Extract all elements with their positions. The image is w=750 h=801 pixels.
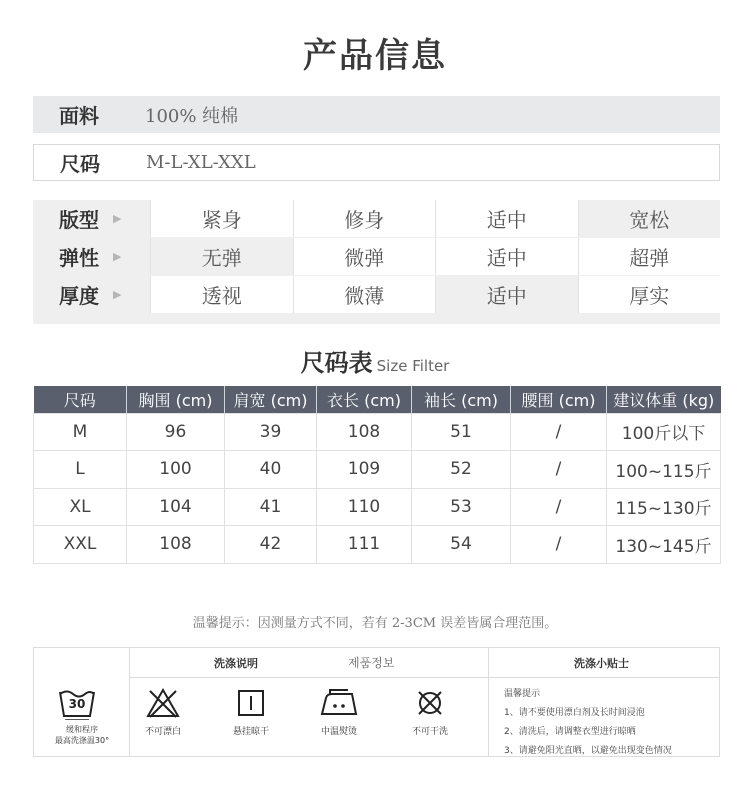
care-label: 不可漂白 [144, 727, 181, 737]
table-cell: 96 [127, 413, 225, 451]
table-cell: 100~115斤 [607, 451, 721, 489]
wash-30-icon [57, 686, 97, 724]
table-cell: / [511, 488, 607, 526]
table-cell: 110 [317, 488, 412, 526]
table-cell: 52 [412, 451, 511, 489]
table-cell: 111 [317, 526, 412, 564]
wash-instructions-header: 洗涤说明 [214, 656, 258, 670]
table-cell: 42 [225, 526, 317, 564]
wash-caption: 缓和程序 最高洗涤温30° [54, 725, 110, 745]
attribute-grid [33, 200, 720, 324]
table-cell: / [511, 413, 607, 451]
list-item: 3、请避免阳光直晒，以避免出现变色情况 [504, 746, 672, 756]
table-row [34, 451, 721, 489]
wash-temperature: 30 [68, 697, 86, 711]
hang-dry-icon [236, 688, 266, 718]
attribute-option: 紧身 [150, 200, 293, 237]
column-header: 肩宽 (cm) [225, 386, 317, 413]
list-item: 1、请不要使用漂白剂及长时间浸泡 [504, 708, 645, 718]
column-header: 胸围 (cm) [127, 386, 225, 413]
attribute-option: 微弹 [293, 238, 436, 275]
table-cell: 108 [317, 413, 412, 451]
attribute-option: 适中 [435, 200, 578, 237]
table-cell: 53 [412, 488, 511, 526]
care-item-medium-iron [309, 688, 369, 737]
attribute-option: 超弹 [578, 238, 721, 275]
table-cell: 100 [127, 451, 225, 489]
fabric-value: 100% 纯棉 [145, 105, 239, 127]
attribute-option: 适中 [435, 276, 578, 313]
column-header: 腰围 (cm) [511, 386, 607, 413]
wash-tips-title: 温馨提示 [504, 689, 541, 699]
fabric-label: 面料 [59, 104, 99, 128]
table-row [34, 526, 721, 564]
column-header: 尺码 [34, 386, 127, 413]
care-item-hang-dry [221, 688, 281, 737]
product-info-header: 제품정보 [348, 656, 395, 670]
attribute-label: 弹性 ▶ [33, 238, 150, 275]
size-range-row [33, 144, 720, 181]
size-range-value: M-L-XL-XXL [146, 152, 256, 173]
attribute-row-thickness [33, 276, 720, 313]
table-cell: / [511, 526, 607, 564]
attribute-option: 透视 [150, 276, 293, 313]
care-item-no-bleach [133, 688, 193, 737]
measurement-notice: 温馨提示：因测量方式不同，若有 2-3CM 误差皆属合理范围。 [192, 616, 558, 631]
fabric-row [33, 96, 720, 133]
table-cell: 100斤以下 [607, 413, 721, 451]
care-instructions-panel [33, 647, 720, 757]
attribute-option: 厚实 [578, 276, 721, 313]
attribute-option: 修身 [293, 200, 436, 237]
size-range-label: 尺码 [60, 152, 100, 176]
attribute-option: 宽松 [578, 200, 721, 237]
size-chart-table [33, 386, 721, 564]
medium-iron-icon [318, 688, 360, 718]
table-cell: 109 [317, 451, 412, 489]
column-header: 袖长 (cm) [412, 386, 511, 413]
column-header: 衣长 (cm) [317, 386, 412, 413]
attribute-row-elasticity [33, 238, 720, 275]
size-chart-header-row [34, 386, 721, 413]
attribute-label: 版型 ▶ [33, 200, 150, 237]
triangle-right-icon: ▶ [113, 288, 122, 301]
table-cell: 104 [127, 488, 225, 526]
column-header: 建议体重 (kg) [607, 386, 721, 413]
table-cell: 115~130斤 [607, 488, 721, 526]
attribute-row-fit [33, 200, 720, 237]
table-row [34, 488, 721, 526]
wash-tips-header: 洗涤小贴士 [574, 656, 629, 670]
table-cell: / [511, 451, 607, 489]
care-item-no-dry-clean [400, 688, 460, 737]
table-cell: 108 [127, 526, 225, 564]
table-cell: 130~145斤 [607, 526, 721, 564]
size-chart-subtitle: Size Filter [376, 357, 450, 375]
care-label: 中温熨烫 [320, 727, 357, 737]
table-cell: XXL [34, 526, 127, 564]
no-bleach-icon [146, 688, 180, 718]
table-cell: 39 [225, 413, 317, 451]
triangle-right-icon: ▶ [113, 212, 122, 225]
page-title: 产品信息 [303, 36, 447, 76]
table-cell: 40 [225, 451, 317, 489]
table-cell: L [34, 451, 127, 489]
triangle-right-icon: ▶ [113, 250, 122, 263]
table-cell: M [34, 413, 127, 451]
wash-tips-list [504, 685, 719, 761]
list-item: 2、清洗后，请调整衣型进行晾晒 [504, 727, 636, 737]
attribute-option: 微薄 [293, 276, 436, 313]
attribute-label: 厚度 ▶ [33, 276, 150, 313]
table-cell: 41 [225, 488, 317, 526]
table-cell: 54 [412, 526, 511, 564]
care-label: 不可干洗 [411, 727, 448, 737]
attribute-option: 适中 [435, 238, 578, 275]
care-label: 悬挂晾干 [232, 727, 269, 737]
no-dry-clean-icon [415, 688, 445, 718]
size-chart-title: 尺码表 Size Filter [300, 349, 450, 377]
table-cell: 51 [412, 413, 511, 451]
table-row [34, 413, 721, 451]
attribute-option: 无弹 [150, 238, 293, 275]
table-cell: XL [34, 488, 127, 526]
